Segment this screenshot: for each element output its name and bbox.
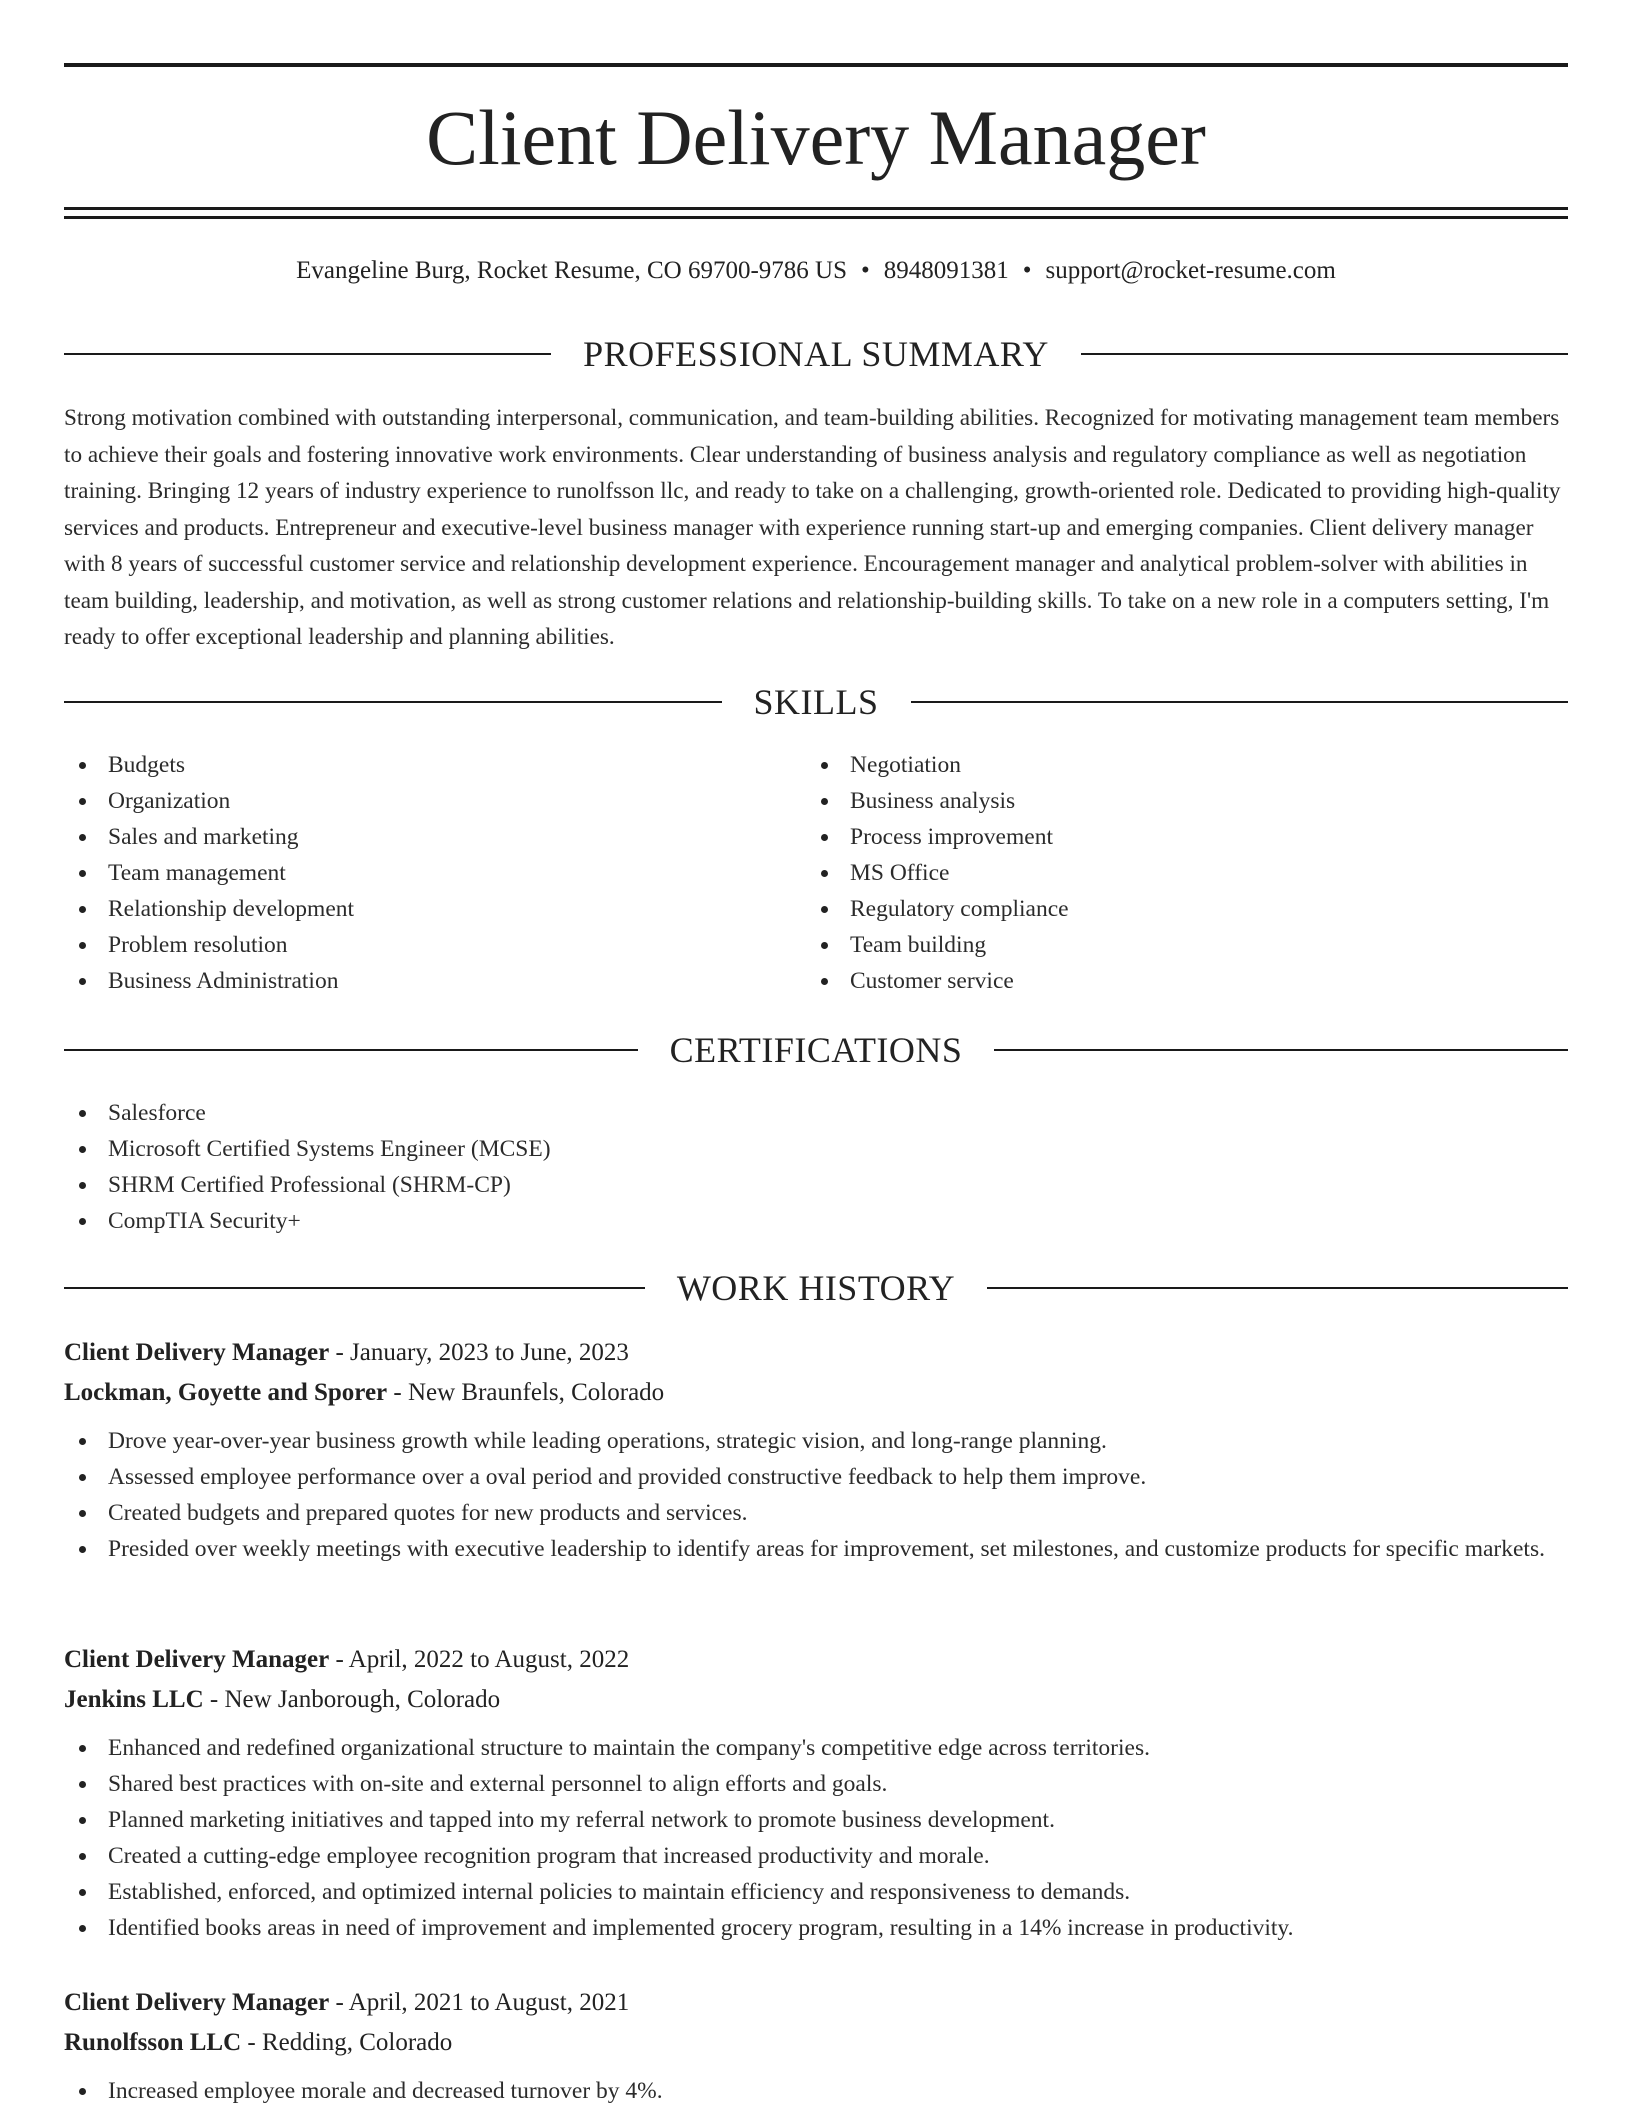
job-location: - New Janborough, Colorado [203, 1686, 501, 1713]
job-bullet: Identified books areas in need of improvement and implemented grocery program, resulting in a 14% increase in productivity. [64, 1910, 1568, 1946]
contact-line [64, 254, 1568, 288]
job-company-line [64, 1373, 1568, 1413]
top-rule [64, 63, 1568, 67]
job-title-line [64, 1640, 1568, 1680]
certifications-section-header [64, 1028, 1568, 1072]
work-history-heading: WORK HISTORY [676, 1268, 956, 1308]
job-entry [64, 1983, 1568, 2109]
section-rule-right [987, 1287, 1568, 1289]
job-bullet: Shared best practices with on-site and external personnel to align efforts and goals. [64, 1766, 1568, 1802]
certifications-list [64, 1095, 551, 1239]
certification-item: CompTIA Security+ [64, 1203, 551, 1239]
skills-heading: SKILLS [753, 682, 879, 722]
skill-item: Relationship development [64, 891, 354, 927]
summary-section-header [64, 332, 1568, 376]
contact-separator: • [1022, 257, 1032, 284]
contact-separator: • [861, 257, 870, 284]
job-bullets [64, 2073, 1568, 2109]
job-dates: - April, 2021 to August, 2021 [329, 1989, 630, 2016]
contact-address: Evangeline Burg, Rocket Resume, CO 69700-9786 US [296, 257, 848, 284]
job-bullets [64, 1423, 1568, 1567]
work-history-section-header [64, 1266, 1568, 1310]
skill-item: Process improvement [806, 819, 1069, 855]
summary-text: Strong motivation combined with outstanding interpersonal, communication, and team-building abilities. Recognized for motivating management team members to achieve their goals and fostering innovative work environments. Clear understanding of business analysis and regulatory compliance as well as negotiation training. Bringing 12 years of industry experience to runolfsson llc, and ready to take on a challenging, growth-oriented role. Dedicated to providing high-quality services and products. Entrepreneur and executive-level business manager with experience running start-up and emerging companies. Client delivery manager with 8 years of successful customer service and relationship development experience. Encouragement manager and analytical problem-solver with abilities in team building, leadership, and motivation, as well as strong customer relations and relationship-building skills. To take on a new role in a computers setting, I'm ready to offer exceptional leadership and planning abilities. [64, 405, 1561, 650]
section-rule-left [64, 1287, 645, 1289]
job-location: - Redding, Colorado [241, 2029, 453, 2056]
job-title-line [64, 1333, 1568, 1373]
resume-page [64, 0, 1568, 2112]
job-entry [64, 1640, 1568, 1946]
skill-item: Business analysis [806, 783, 1069, 819]
skill-item: Problem resolution [64, 927, 354, 963]
skill-item: Budgets [64, 747, 354, 783]
skill-item: Organization [64, 783, 354, 819]
job-company: Lockman, Goyette and Sporer [64, 1379, 388, 1406]
skill-item: Team building [806, 927, 1069, 963]
job-bullet: Increased employee morale and decreased turnover by 4%. [64, 2073, 1568, 2109]
certifications-heading: CERTIFICATIONS [669, 1030, 963, 1070]
job-bullet: Established, enforced, and optimized internal policies to maintain efficiency and responsiveness to demands. [64, 1874, 1568, 1910]
skill-item: Negotiation [806, 747, 1069, 783]
skill-item: Sales and marketing [64, 819, 354, 855]
skills-section-header [64, 680, 1568, 724]
certification-item: Salesforce [64, 1095, 551, 1131]
skill-item: Customer service [806, 963, 1069, 999]
skill-item: Business Administration [64, 963, 354, 999]
section-rule-left [64, 353, 551, 355]
job-role: Client Delivery Manager [64, 1339, 330, 1366]
job-title-line [64, 1983, 1568, 2023]
section-rule-left [64, 701, 722, 703]
job-bullet: Created budgets and prepared quotes for new products and services. [64, 1495, 1568, 1531]
job-company-line [64, 2023, 1568, 2063]
skill-item: MS Office [806, 855, 1069, 891]
title-rule-upper [64, 207, 1568, 210]
title-rule-lower [64, 216, 1568, 219]
summary-heading: PROFESSIONAL SUMMARY [583, 334, 1049, 374]
job-dates: - January, 2023 to June, 2023 [329, 1339, 629, 1366]
job-bullet: Created a cutting-edge employee recognition program that increased productivity and morale. [64, 1838, 1568, 1874]
job-bullets [64, 1730, 1568, 1946]
job-dates: - April, 2022 to August, 2022 [329, 1646, 630, 1673]
resume-title: Client Delivery Manager [426, 94, 1206, 181]
job-bullet: Drove year-over-year business growth while leading operations, strategic vision, and long-range planning. [64, 1423, 1568, 1459]
certification-item: Microsoft Certified Systems Engineer (MCSE) [64, 1131, 551, 1167]
job-role: Client Delivery Manager [64, 1989, 330, 2016]
skills-list-left [64, 747, 354, 999]
contact-phone: 8948091381 [883, 257, 1009, 284]
job-company: Runolfsson LLC [64, 2029, 242, 2056]
section-rule-left [64, 1049, 638, 1051]
job-bullet: Planned marketing initiatives and tapped into my referral network to promote business development. [64, 1802, 1568, 1838]
job-role: Client Delivery Manager [64, 1646, 330, 1673]
skills-list-right [806, 747, 1069, 999]
certification-item: SHRM Certified Professional (SHRM-CP) [64, 1167, 551, 1203]
section-rule-right [994, 1049, 1568, 1051]
job-bullet: Enhanced and redefined organizational structure to maintain the company's competitive edge across territories. [64, 1730, 1568, 1766]
job-company: Jenkins LLC [64, 1686, 204, 1713]
section-rule-right [1081, 353, 1568, 355]
skill-item: Regulatory compliance [806, 891, 1069, 927]
job-company-line [64, 1680, 1568, 1720]
job-entry [64, 1333, 1568, 1567]
section-rule-right [911, 701, 1569, 703]
job-bullet: Presided over weekly meetings with executive leadership to identify areas for improvement, set milestones, and customize products for specific markets. [64, 1531, 1568, 1567]
skill-item: Team management [64, 855, 354, 891]
contact-email: support@rocket-resume.com [1045, 257, 1336, 284]
job-bullet: Assessed employee performance over a oval period and provided constructive feedback to help them improve. [64, 1459, 1568, 1495]
job-location: - New Braunfels, Colorado [387, 1379, 665, 1406]
